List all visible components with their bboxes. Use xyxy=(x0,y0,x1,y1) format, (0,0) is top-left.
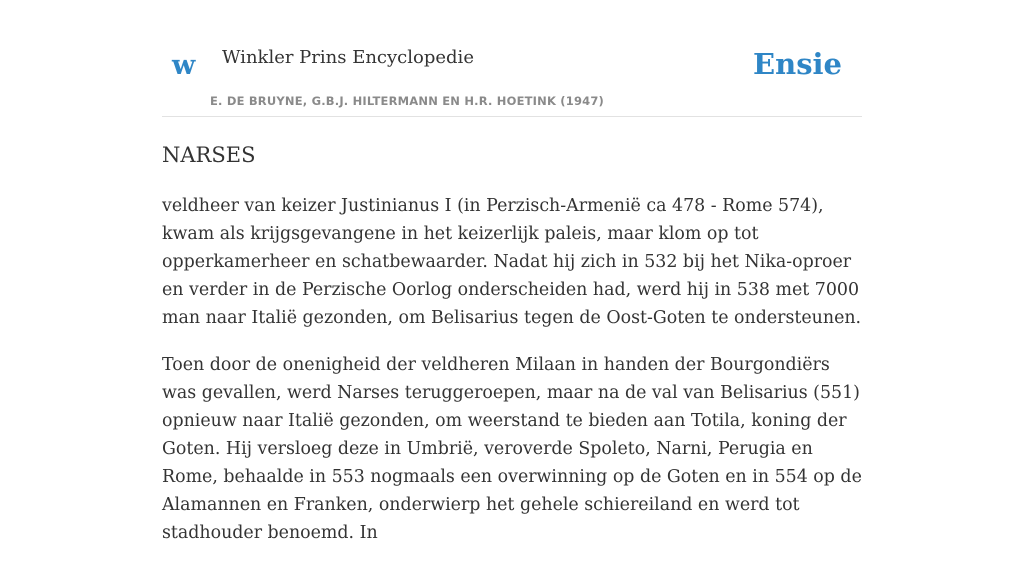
publication-logo[interactable]: w xyxy=(172,50,196,81)
entry-paragraph: Toen door de onenigheid der veldheren Milaan in handen der Bourgondiërs was gevallen, werd Narses teruggeroepen, maar na de val van Belisarius (551) opnieuw naar Italië gezonden, om weerstand te bieden aan Totila, koning der Goten. Hij versloeg deze in Umbrië, veroverde Spoleto, Narni, Perugia en Rome, behaalde in 553 nogmaals een overwinning op de Goten en in 554 op de Alamannen en Franken, onderwierp het gehele schiereiland en werd tot stadhouder benoemd. In xyxy=(162,355,862,543)
entry-paragraph: veldheer van keizer Justinianus I (in Perzisch-Armenië ca 478 - Rome 574), kwam als krijgsgevangene in het keizerlijk paleis, maar klom op tot opperkamerheer en schatbewaarder. Nadat hij zich in 532 bij het Nika-oproer en verder in de Perzische Oorlog onderscheiden had, werd hij in 538 met 7000 man naar Italië gezonden, om Belisarius tegen de Oost-Goten te ondersteunen. xyxy=(162,196,862,328)
entry-body xyxy=(162,192,862,566)
publication-header xyxy=(162,0,862,117)
ensie-logo-link[interactable]: Ensie xyxy=(753,47,842,81)
entry-title: NARSES xyxy=(162,143,256,167)
publication-authors: E. DE BRUYNE, G.B.J. HILTERMANN EN H.R. HOETINK (1947) xyxy=(210,94,605,108)
page-container xyxy=(162,0,862,543)
publication-title[interactable]: Winkler Prins Encyclopedie xyxy=(222,47,474,68)
